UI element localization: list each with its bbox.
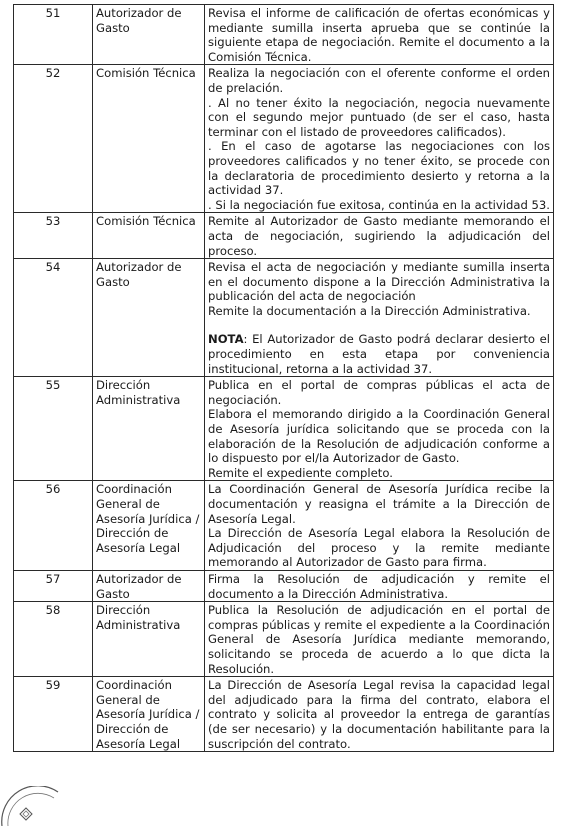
table-row (14, 570, 554, 601)
description-paragraph: La Dirección de Asesoría Legal revisa la capacidad legal del adjudicado para la firma del contrato, elabora el contrato y solicita al proveedor la entrega de garantías (de ser necesario) y la documentación habilitante para la suscripción del contrato. (208, 678, 550, 751)
responsible: Dirección Administrativa (93, 377, 205, 481)
activity-description (205, 259, 554, 377)
seal-stamp-icon (0, 786, 60, 826)
activity-number: 51 (14, 5, 93, 65)
responsible: Coordinación General de Asesoría Jurídica / Dirección de Asesoría Legal (93, 481, 205, 571)
description-paragraph: Remite la documentación a la Dirección Administrativa. (208, 303, 531, 318)
activity-number: 53 (14, 213, 93, 259)
activity-number: 58 (14, 602, 93, 677)
activity-description (205, 5, 554, 65)
activity-number: 56 (14, 481, 93, 571)
description-paragraph: Revisa el informe de calificación de ofertas económicas y mediante sumilla inserta aprueba que se continúe la siguiente etapa de negociación. Remite el documento a la Comisión Técnica. (208, 6, 550, 64)
description-paragraph: . Al no tener éxito la negociación, negocia nuevamente con el segundo mejor puntuado (de ser el caso, hasta terminar con el listado de proveedores calificados). (208, 95, 550, 139)
activity-number: 52 (14, 65, 93, 213)
description-paragraph: Elabora el memorando dirigido a la Coordinación General de Asesoría jurídica solicitando que se proceda con la elaboración de la Resolución de adjudicación conforme a lo dispuesto por el/la Autorizador de Gasto. (208, 407, 550, 466)
activity-description (205, 481, 554, 571)
responsible: Autorizador de Gasto (93, 5, 205, 65)
description-paragraph: La Dirección de Asesoría Legal elabora la Resolución de Adjudicación del proceso y la remite mediante memorando al Autorizador de Gasto para firma. (208, 526, 550, 570)
responsible: Autorizador de Gasto (93, 570, 205, 601)
table-row (14, 259, 554, 377)
activity-number: 54 (14, 259, 93, 377)
responsible: Comisión Técnica (93, 65, 205, 213)
activity-description (205, 377, 554, 481)
description-paragraph: Firma la Resolución de adjudicación y remite el documento a la Dirección Administrativa. (208, 571, 550, 601)
activity-number: 57 (14, 570, 93, 601)
table-row (14, 5, 554, 65)
description-paragraph: . En el caso de agotarse las negociaciones con los proveedores calificados y no tener éxito, se procede con la declaratoria de procedimiento desierto y retorna a la actividad 37. (208, 139, 550, 198)
table-row (14, 213, 554, 259)
note-paragraph (208, 332, 550, 376)
activity-description (205, 570, 554, 601)
description-paragraph: . Si la negociación fue exitosa, continúa en la actividad 53. (208, 197, 550, 212)
activity-number: 59 (14, 677, 93, 752)
table-row (14, 481, 554, 571)
table-row (14, 677, 554, 752)
description-paragraph: Remite el expediente completo. (208, 465, 393, 480)
procedure-table (13, 4, 554, 752)
description-paragraph: La Coordinación General de Asesoría Jurídica recibe la documentación y reasigna el trámite a la Dirección de Asesoría Legal. (208, 482, 550, 526)
description-paragraph: Realiza la negociación con el oferente conforme el orden de prelación. (208, 66, 550, 95)
description-paragraph: Revisa el acta de negociación y mediante sumilla inserta en el documento dispone a la Dirección Administrativa la publicación del acta de negociación (208, 260, 550, 304)
responsible: Autorizador de Gasto (93, 259, 205, 377)
note-text: : El Autorizador de Gasto podrá declarar desierto el procedimiento en esta etapa por conveniencia institucional, retorna a la actividad 37. (208, 332, 550, 376)
description-paragraph: Remite al Autorizador de Gasto mediante memorando el acta de negociación, sugiriendo la adjudicación del proceso. (208, 214, 550, 258)
description-paragraph: Publica la Resolución de adjudicación en el portal de compras públicas y remite el expediente a la Coordinación General de Asesoría Jurídica mediante memorando, solicitando se proceda de acuerdo a lo que dicta la Resolución. (208, 603, 550, 676)
responsible: Coordinación General de Asesoría Jurídica / Dirección de Asesoría Legal (93, 677, 205, 752)
activity-description (205, 213, 554, 259)
activity-description (205, 677, 554, 752)
table-row (14, 602, 554, 677)
table-row (14, 65, 554, 213)
description-paragraph: Publica en el portal de compras públicas el acta de negociación. (208, 378, 550, 407)
activity-description (205, 65, 554, 213)
table-row (14, 377, 554, 481)
activity-number: 55 (14, 377, 93, 481)
responsible: Dirección Administrativa (93, 602, 205, 677)
responsible: Comisión Técnica (93, 213, 205, 259)
activity-description (205, 602, 554, 677)
note-label: NOTA (208, 332, 244, 347)
